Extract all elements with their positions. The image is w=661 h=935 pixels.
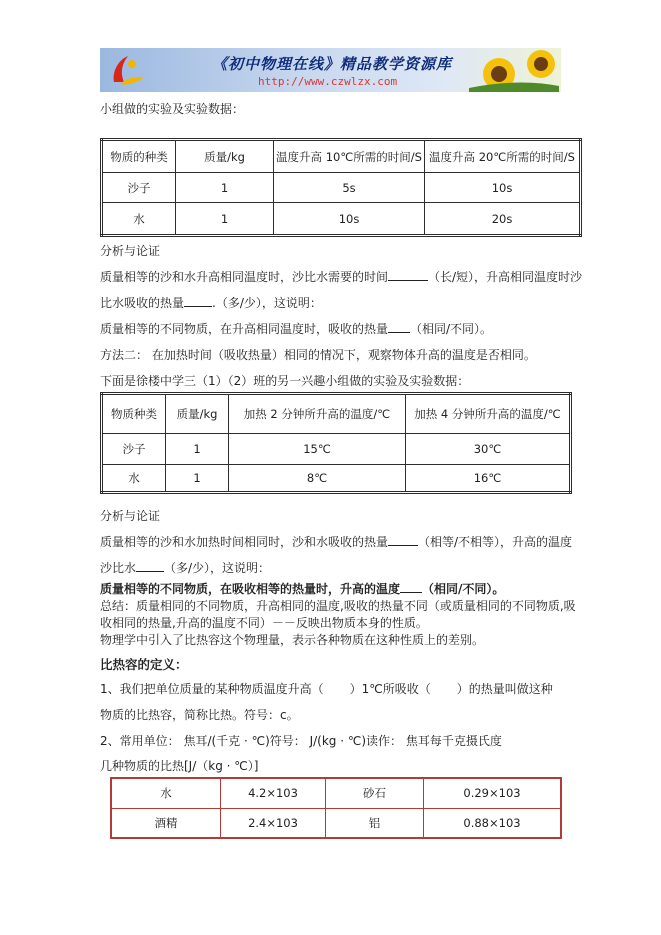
table-row — [111, 778, 561, 808]
table-cell: 10s — [274, 203, 425, 236]
table-header: 加热 2 分钟所升高的温度/℃ — [229, 394, 406, 434]
summary-line2: 收相同的热量,升高的温度不同）－－反映出物质本身的性质。 — [100, 616, 428, 630]
text-span: （相同/不同）。 — [422, 582, 505, 596]
text-span: （长/短），升高相同温度时沙 — [428, 270, 583, 284]
summary-line1: 总结：质量相同的不同物质，升高相同的温度,吸收的热量不同（或质量相同的不同物质,吸 — [100, 599, 576, 613]
table-header: 质量/kg — [176, 140, 274, 173]
section1-intro: 小组做的实验及实验数据： — [100, 102, 245, 116]
text-span: ）1℃所吸收（ — [349, 682, 431, 696]
text-span: 质量相等的不同物质，在升高相同温度时，吸收的热量 — [100, 322, 389, 336]
text-span: .（多/少），这说明： — [212, 296, 322, 310]
table-cell: 0.88×103 — [424, 808, 562, 838]
table-cell: 2.4×103 — [221, 808, 326, 838]
banner-title: 《初中物理在线》精品教学资源库 — [212, 55, 453, 73]
text-span: 质量相等的不同物质，在吸收相等的热量时，升高的温度 — [100, 582, 401, 596]
table-cell: 10s — [425, 173, 581, 203]
table-row — [102, 465, 571, 493]
analysis2-line1 — [100, 533, 572, 550]
table-cell: 16℃ — [406, 465, 571, 493]
definition-line2: 物质的比热容，简称比热。符号：c。 — [100, 708, 299, 722]
text-span: 质量相等的沙和水升高相同温度时，沙比水需要的时间 — [100, 270, 389, 284]
fill-blank[interactable] — [388, 320, 410, 333]
units-line: 2、常用单位： 焦耳/(千克 · ℃)符号： J/(kg · ℃)读作： 焦耳每千克摄氏度 — [100, 734, 502, 748]
table-cell: 30℃ — [406, 434, 571, 465]
fill-blank[interactable] — [184, 294, 212, 307]
text-span: 沙比水 — [100, 561, 137, 575]
analysis2-line2 — [100, 559, 270, 576]
table-row — [102, 434, 571, 465]
text-span: （相同/不同）。 — [410, 322, 493, 336]
table-cell: 酒精 — [111, 808, 221, 838]
analysis-title-1: 分析与论证 — [100, 244, 161, 258]
fill-blank[interactable] — [388, 268, 428, 281]
fill-blank[interactable] — [388, 533, 418, 546]
table-header: 温度升高 10℃所需的时间/S — [274, 140, 425, 173]
fill-blank[interactable] — [400, 580, 422, 593]
table-header: 温度升高 20℃所需的时间/S — [425, 140, 581, 173]
table-cell: 20s — [425, 203, 581, 236]
specific-heat-caption: 几种物质的比热[J/（kg · ℃）] — [100, 759, 259, 773]
table-header: 加热 4 分钟所升高的温度/℃ — [406, 394, 571, 434]
text-span: 比水吸收的热量 — [100, 296, 185, 310]
table-header: 物质的种类 — [102, 140, 176, 173]
analysis1-line3 — [100, 320, 492, 337]
table-cell: 沙子 — [102, 434, 166, 465]
table-cell: 砂石 — [326, 778, 424, 808]
analysis1-line2 — [100, 294, 322, 311]
table-row — [111, 808, 561, 838]
table-header: 物质种类 — [102, 394, 166, 434]
table-cell: 沙子 — [102, 173, 176, 203]
site-logo-icon — [106, 52, 146, 88]
table-cell: 水 — [102, 203, 176, 236]
table-cell: 15℃ — [229, 434, 406, 465]
header-banner — [100, 48, 561, 92]
table-row — [102, 173, 581, 203]
specific-heat-table — [110, 777, 562, 839]
text-span: 1、我们把单位质量的某种物质温度升高（ — [100, 682, 324, 696]
fill-blank[interactable] — [136, 559, 164, 572]
definition-line1 — [100, 680, 553, 697]
banner-url: http://www.czwlzx.com — [258, 75, 398, 88]
table-cell: 5s — [274, 173, 425, 203]
table-cell: 4.2×103 — [221, 778, 326, 808]
text-span: （相等/不相等），升高的温度 — [418, 535, 573, 549]
table-cell: 水 — [102, 465, 166, 493]
table-header: 质量/kg — [166, 394, 229, 434]
table-cell: 1 — [166, 434, 229, 465]
experiment2-table — [100, 392, 572, 494]
table-row — [102, 203, 581, 236]
table-cell: 1 — [166, 465, 229, 493]
table-cell: 1 — [176, 173, 274, 203]
table-cell: 铝 — [326, 808, 424, 838]
analysis-title-2: 分析与论证 — [100, 509, 161, 523]
text-span: ）的热量叫做这种 — [456, 682, 553, 696]
definition-title: 比热容的定义： — [100, 657, 188, 672]
table-cell: 0.29×103 — [424, 778, 562, 808]
method-two: 方法二： 在加热时间（吸收热量）相同的情况下，观察物体升高的温度是否相同。 — [100, 348, 536, 362]
sunflower-icon — [469, 48, 559, 92]
summary-line3: 物理学中引入了比热容这个物理量，表示各种物质在这种性质上的差别。 — [100, 633, 485, 647]
section2-intro: 下面是徐楼中学三（1）（2）班的另一兴趣小组做的实验及实验数据： — [100, 374, 470, 388]
table-cell: 1 — [176, 203, 274, 236]
text-span: 质量相等的沙和水加热时间相同时，沙和水吸收的热量 — [100, 535, 389, 549]
table-cell: 水 — [111, 778, 221, 808]
text-span: （多/少），这说明： — [164, 561, 271, 575]
analysis1-line1 — [100, 268, 582, 285]
table-cell: 8℃ — [229, 465, 406, 493]
experiment1-table — [100, 138, 582, 237]
analysis2-line3 — [100, 580, 504, 597]
